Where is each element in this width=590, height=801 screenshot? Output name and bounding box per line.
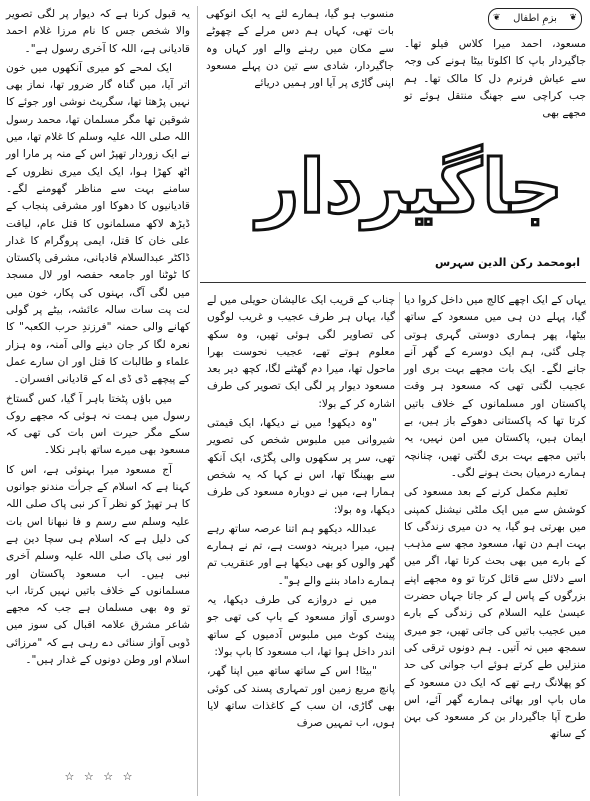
- story-title: جاگیردار: [256, 144, 564, 230]
- paragraph: آج مسعود میرا بہنوئی ہے، اس کا کہنا ہے کہ اسلام کے جرأت مندنو جوانوں کا ہر تھپڑ کو نظر آ کر نبی پاک صلی اللہ علیہ وسلم سے رسم و فا نبھانا اس بات کی دلیل ہے کہ اسلام ہی سچا دین ہے اور نبی پاک صلی اللہ علیہ وسلم آخری نبی ہیں۔ اب مسعود پاکستان اور مسلمانوں کے خلاف باتیں نہیں کرتا، اب تو وہ بھی مسلمان ہے جب کہ مجھے شاعر مشرق علامہ اقبال کی سوز میں ڈوبی آواز سنائی دے رہی ہے کہ "مرزائی اسلام اور وطن دونوں کے غدار ہیں"۔: [6, 463, 190, 666]
- paragraph: "بیٹا! اس کے ساتھ ساتھ میں اپنا گھر، پانچ مربع زمین اور تمہاری پسند کی کوئی بھی گاڑی، ان سب کے کاغذات ساتھ لایا ہوں، اب تمہیں صرف: [207, 665, 395, 730]
- paragraph: میں باؤں پٹختا باہر آ گیا، کس گستاخ رسول میں ہمت نہ ہوئی کہ مجھے روک سکے مگر حیرت اس بات کی تھی کہ مسعود بھی میرے ساتھ باہر نکلا۔: [6, 392, 190, 457]
- column-middle-top: [206, 6, 394, 114]
- paragraph: مسعود، احمد میرا کلاس فیلو تھا۔ جاگیردار باپ کا اکلوتا بیٹا ہونے کی وجہ سے عیاش فرنرم دل کا مالک تھا۔ ہم جب کراچی سے جھنگ منتقل ہوئے تو مجھے بھی: [404, 38, 586, 120]
- paragraph: تعلیم مکمل کرنے کے بعد مسعود کی کوشش سے میں ایک ملٹی نیشنل کمپنی میں بھرتی ہو گیا، یہ دن میری زندگی کا بہت اہم دن تھا، مسعود مجھ سے مذہب کے بارے میں بھی بحث کرتا تھا، اگر میں اسے دلائل سے قائل کرتا تو وہ مجھے اپنے بزرگوں کے پاس لے کر جاتا جہاں حضرت عیسیٰ علیہ السلام کی زندگی کے بارے میں عجیب باتیں کی جاتی تھیں، جو میری سمجھ میں نہ آتیں۔ ہم دونوں ترقی کی منزلیں طے کرتے ہوئے اب جوانی کی حد کو پھلانگ رہے تھے کہ ایک دن مسعود کے ماں باپ اور بھائی ہمارے گھر آئے، اس طرح آپا جاگیردار بن کر مسعود کی بہن کے ساتھ: [404, 486, 586, 741]
- paragraph: چناب کے قریب ایک عالیشان حویلی میں لے گیا، یہاں ہر طرف عجیب و غریب لوگوں کی تصاویر لگی ہوئی تھیں، وہ سکھ معلوم ہوتے تھے، عجیب نحوست بھرا ماحول تھا، میرا دم گھٹنے لگا، کچھ دیر بعد مسعود دیوار پر لگی ایک تصویر کی طرف اشارہ کر کے بولا:: [207, 294, 395, 410]
- paragraph: عبداللہ دیکھو ہم اتنا عرصہ ساتھ رہے ہیں، میرا دیرینہ دوست ہے، تم نے ہمارے گھر والوں کو بھی دیکھا ہے اور عنقریب تم ہمارے داماد بننے والے ہو"۔: [207, 522, 395, 587]
- paragraph: یہ قبول کرنا ہے کہ دیوار پر لگی تصویر والا شخص جس کا نام مرزا غلام احمد قادیانی ہے، اللہ کا آخری رسول ہے"۔: [6, 8, 190, 55]
- paragraph: یہاں کے ایک اچھے کالج میں داخل کروا دیا گیا، پہلے دن ہی میں مسعود کے ساتھ بیٹھا، پھر ہماری دوستی گہری ہوتی چلی گئی، ہم ایک دوسرے کے گھر آنے جانے لگے۔ ایک بات مجھے بہت بری اور عجیب لگتی تھی کہ مسعود ہر وقت پاکستان اور مسلمانوں کے خلاف باتیں کرتا تھا کہ پاکستانی دھوکے باز ہیں، بے ایمان ہیں، پاکستان میں امن نہیں، یہ باتیں مجھے بہت بری لگتی تھیں، چنانچہ ہمارے درمیان بحث ہونے لگی۔: [404, 294, 586, 479]
- column-right-top: [404, 36, 586, 130]
- column-divider: [399, 292, 400, 796]
- ornament-icon: ❦: [569, 13, 577, 23]
- column-middle-bottom: [207, 292, 395, 798]
- column-left: [6, 6, 190, 770]
- paragraph: ایک لمحے کو میری آنکھوں میں خون اتر آیا، میں گناہ گار ضرور تھا، نماز بھی نہیں پڑھتا تھا، سگریٹ نوشی اور جوئے کا شوقین تھا مگر مسلمان تھا، محمد رسول اللہ صلی اللہ علیہ وسلم کا غلام تھا، میں نے ایک زوردار تھپڑ اس کے منہ پر مارا اور اٹھ کھڑا ہوا، ایک ایک میری نظروں کے سامنے بہت سے مناظر گھومنے لگے۔ قادیانیوں کا دھوکا اور مشرقی پنجاب کے ڈیڑھ لاکھ مسلمانوں کا قتل عام، لیاقت علی خان کا قتل، ایمی پروگرام کا غدار ڈاکٹر عبدالسلام قادیانی، مشرقی پاکستان کا ٹوٹنا اور جامعہ حفصہ اور لال مسجد میں لگی آگ، بہنوں کی پکار، خون میں لت پت سات سالہ عائشہ، بیٹے پر گولی کھانے والی حمنہ "فرزندِ حرب الکعبہ" کا نعرہ لگا کر جان دینے والی آمنہ، وہ ہزار علماء و طالبات کا قتل اور ان سارے عمل کے پیچھے ڈی ڈی اے کے قادیانی افسران۔: [6, 61, 190, 386]
- author-byline: ابومحمد رکن الدین سہرس: [435, 256, 580, 269]
- ornament-icon: ❦: [493, 13, 501, 23]
- end-stars: ☆ ☆ ☆ ☆: [64, 770, 136, 783]
- column-divider: [197, 6, 198, 796]
- section-label-box: [488, 8, 582, 30]
- column-right-bottom: [404, 292, 586, 798]
- paragraph: منسوب ہو گیا، ہمارے لئے یہ ایک انوکھی بات تھی، کہاں ہم دس مرلے کے چھوٹے سے مکان میں رہنے والے اور کہاں وہ جاگیردار، شادی سے تین دن پہلے مسعود اپنی گاڑی پر آیا اور ہمیں دریائے: [206, 8, 394, 90]
- section-label: بزمِ اطفال: [513, 13, 557, 24]
- title-separator: [200, 282, 586, 283]
- paragraph: "وہ دیکھو! میں نے دیکھا، ایک قیمتی شیروانی میں ملبوس شخص کی تصویر تھی، سر پر سکھوں والی پگڑی، ایک آنکھ سے بھینگا تھا، اس نے کہا کہ یہ شخص ہمارا ہے، میں نے دوبارہ مسعود کی طرف دیکھا، وہ بولا:: [207, 417, 395, 516]
- title-area: [240, 132, 580, 269]
- paragraph: میں نے دروازے کی طرف دیکھا، یہ دوسری آواز مسعود کے باپ کی تھی جو پینٹ کوٹ میں ملبوس آدمیوں کے ساتھ اندر داخل ہوا تھا، اب مسعود کا باپ بولا:: [207, 594, 395, 658]
